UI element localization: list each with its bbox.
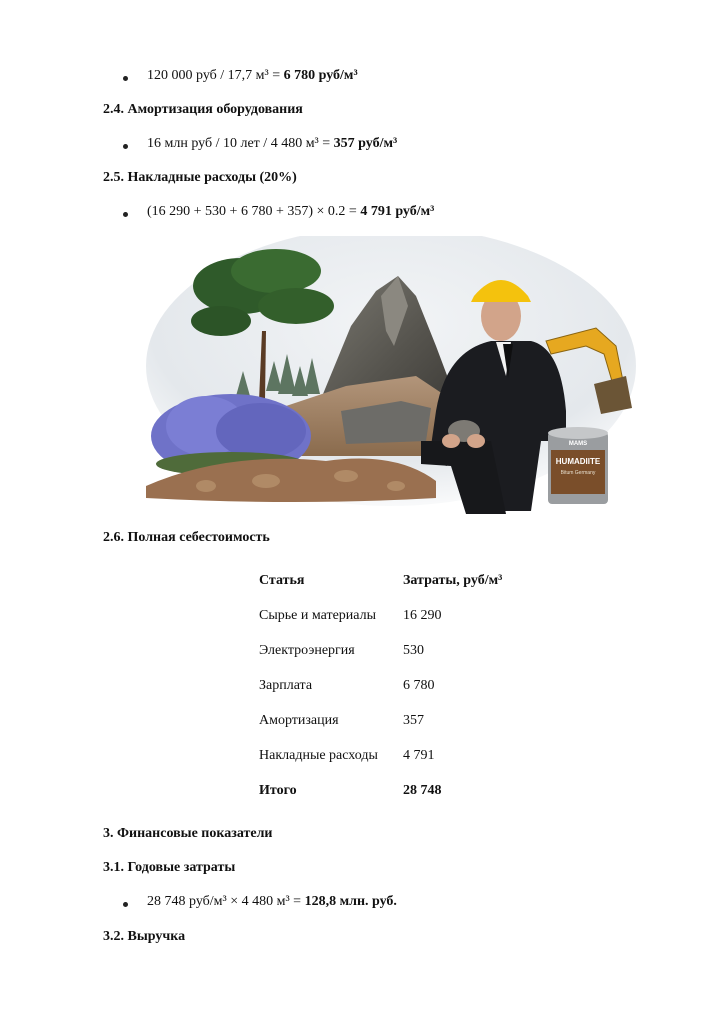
annual-cost-formula: 28 748 руб/м³ × 4 480 м³ = — [147, 894, 305, 909]
overhead-formula: (16 290 + 530 + 6 780 + 357) × 0.2 = — [147, 204, 361, 219]
table-row-depreciation-label: Амортизация — [259, 713, 339, 728]
heading-3: 3. Финансовые показатели — [103, 826, 273, 841]
table-header-item: Статья — [259, 573, 305, 588]
salary-formula: 120 000 руб / 17,7 м³ = — [147, 68, 284, 83]
table-row-salary-label: Зарплата — [259, 678, 313, 693]
humadiite-can — [548, 427, 608, 504]
depreciation-formula: 16 млн руб / 10 лет / 4 480 м³ = — [147, 136, 334, 151]
table-total-label: Итого — [259, 783, 297, 798]
table-row-electricity-label: Электроэнергия — [259, 643, 355, 658]
table-header-cost: Затраты, руб/м³ — [403, 573, 503, 588]
salary-result: 6 780 руб/м³ — [283, 68, 358, 83]
table-row-overhead-value: 4 791 — [403, 748, 435, 763]
table-total-value: 28 748 — [403, 783, 442, 798]
overhead-result: 4 791 руб/м³ — [360, 204, 435, 219]
can-brand: MAMS — [568, 441, 588, 447]
heading-2-5: 2.5. Накладные расходы (20%) — [103, 170, 297, 185]
heading-3-1: 3.1. Годовые затраты — [103, 860, 236, 875]
table-row-overhead-label: Накладные расходы — [259, 748, 378, 763]
heading-3-2: 3.2. Выручка — [103, 929, 186, 944]
can-title: HUMADIITE — [555, 457, 601, 466]
heading-2-6: 2.6. Полная себестоимость — [103, 530, 270, 545]
table-row-depreciation-value: 357 — [403, 713, 424, 728]
depreciation-result: 357 руб/м³ — [333, 136, 398, 151]
can-subtitle: Bitum Germany — [560, 470, 596, 476]
heading-2-4: 2.4. Амортизация оборудования — [103, 102, 303, 117]
table-row-materials-value: 16 290 — [403, 608, 442, 623]
table-row-salary-value: 6 780 — [403, 678, 435, 693]
illustration-worker-quarry — [146, 236, 636, 516]
annual-cost-result: 128,8 млн. руб. — [304, 894, 397, 909]
table-row-electricity-value: 530 — [403, 643, 424, 658]
table-row-materials-label: Сырье и материалы — [259, 608, 377, 623]
